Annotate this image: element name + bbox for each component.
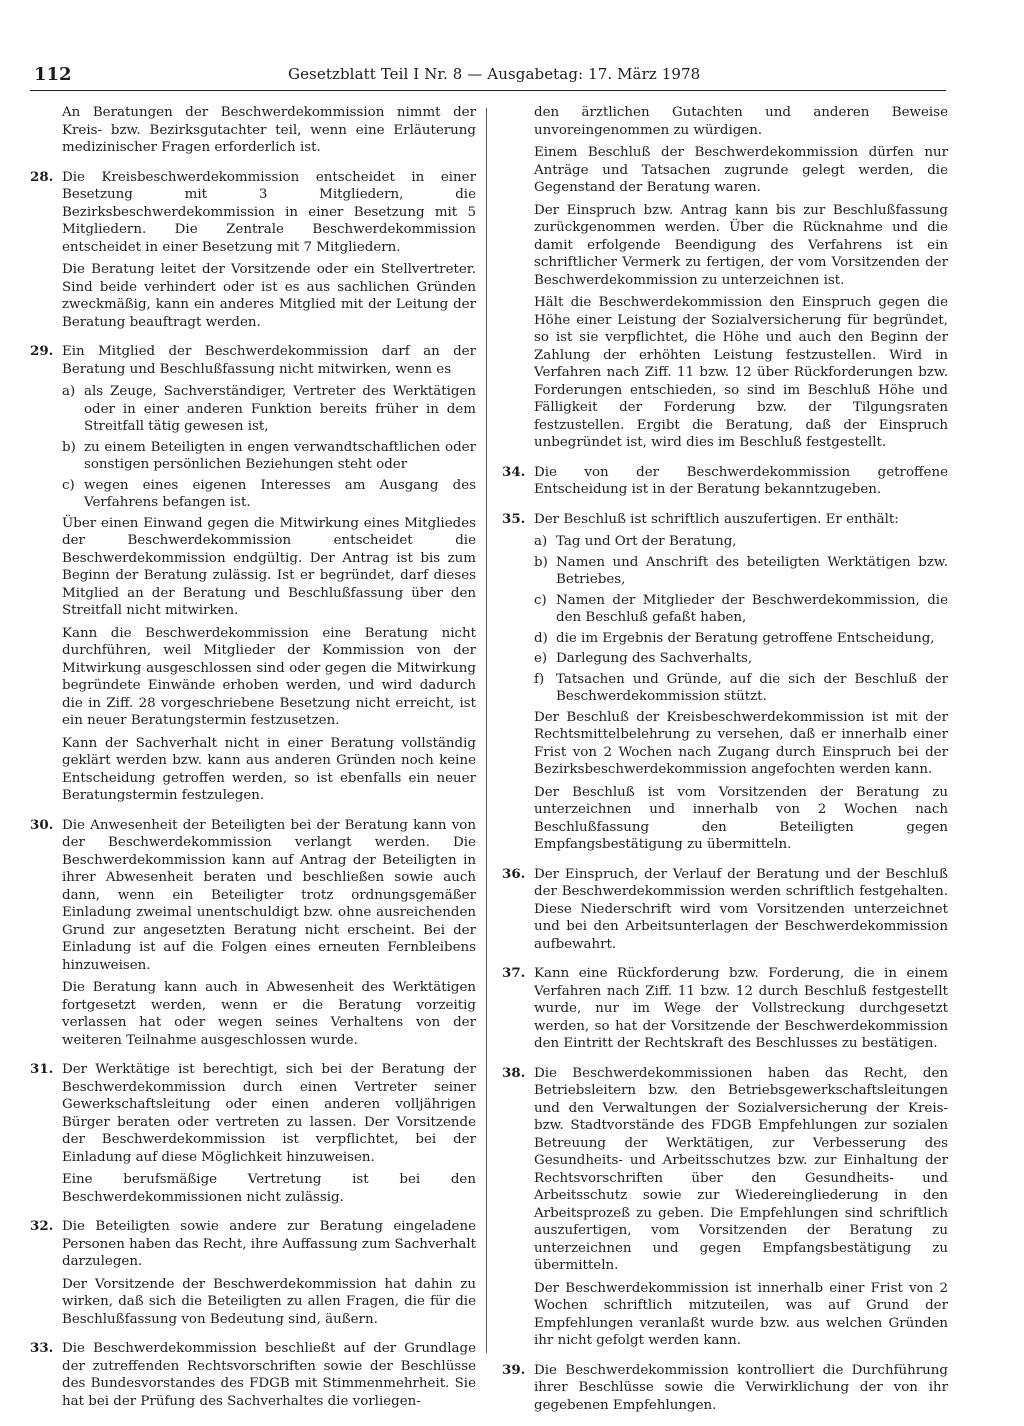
- list-label: a): [534, 534, 548, 549]
- section-number: 30.: [30, 816, 54, 833]
- section-number: 38.: [502, 1064, 526, 1081]
- intro-paragraph: An Beratungen der Beschwerdekommission nimmt der Kreis- bzw. Bezirksgutachter teil, wenn eine Erläuterung medizinischer Fragen erforderlich ist.: [62, 105, 476, 155]
- list-item: [62, 477, 476, 512]
- column-divider: [486, 108, 487, 1353]
- paragraph: Die Kreisbeschwerdekommission entscheidet in einer Besetzung mit 3 Mitgliedern, die Bezirksbeschwerdekommission in einer Besetzung mit 5 Mitgliedern. Die Zentrale Beschwerdekommission entscheidet in einer Besetzung mit 7 Mitgliedern.: [62, 169, 476, 255]
- paragraph: Hält die Beschwerdekommission den Einspruch gegen die Höhe einer Leistung der Sozialversicherung für begründet, so ist sie verpflichtet, die Höhe und auch den Beginn der Zahlung der erhöhten Leistung festzustellen. Wird in Verfahren nach Ziff. 11 bzw. 12 über Rückforderungen bzw. Forderungen entschieden, so sind im Beschluß Höhe und Fälligkeit der Forderung bzw. der Tilgungsraten festzustellen. Ergibt die Beratung, daß der Einspruch unbegründet ist, wird dies im Beschluß festgestellt.: [534, 295, 948, 450]
- section-33: [30, 1340, 476, 1410]
- section-33-continued: [502, 104, 948, 452]
- list-item: [534, 650, 948, 668]
- list-item: [62, 383, 476, 436]
- paragraph: Kann die Beschwerdekommission eine Beratung nicht durchführen, weil Mitglieder der Kommission von der Mitwirkung ausgeschlossen sind oder gegen die Mitwirkung begründete Einwände erhoben werden, und wird dadurch die in Ziff. 28 vorgeschriebene Besetzung nicht erreicht, ist ein neuer Beratungstermin festzusetzen.: [62, 625, 476, 728]
- section-31: [30, 1061, 476, 1206]
- section-number: 31.: [30, 1061, 54, 1077]
- section-number: 32.: [30, 1218, 54, 1234]
- paragraph: Der Einspruch, der Verlauf der Beratung und der Beschluß der Beschwerdekommission werden schriftlich festgehalten. Diese Niederschrift wird vom Vorsitzenden unterzeichnet und bei den Arbeitsunterlagen der Beschwerdekommission aufbewahrt.: [534, 866, 948, 952]
- list-text: Darlegung des Sachverhalts,: [556, 651, 753, 666]
- section-38: [502, 1065, 948, 1350]
- section-number: 29.: [30, 343, 54, 359]
- list-item: [534, 592, 948, 627]
- section-36: [502, 866, 948, 954]
- section-number: 39.: [502, 1361, 526, 1378]
- paragraph: Die Beschwerdekommissionen haben das Recht, den Betriebsleitern bzw. den Betriebsgewerkschaftsleitungen und den Verwaltungen der Sozialversicherung der Kreis- bzw. Stadtvorstände des FDGB Empfehlungen zur sozialen Betreuung der Werktätigen, zur Verbesserung des Gesundheits- und Arbeitsschutzes bzw. zur Einhaltung der Rechtsvorschriften über den Gesundheits- und Arbeitsschutz sowie zur Wiedereingliederung in den Arbeitsprozeß zu geben. Die Empfehlungen sind schriftlich auszufertigen, vom Vorsitzenden der Beratung zu unterzeichnen und gegen Empfangsbestätigung zu übermitteln.: [534, 1065, 948, 1273]
- paragraph: Die Beteiligten sowie andere zur Beratung eingeladene Personen haben das Recht, ihre Auffassung zum Sachverhalt darzulegen.: [62, 1219, 476, 1269]
- paragraph: Einem Beschluß der Beschwerdekommission dürfen nur Anträge und Tatsachen zugrunde gelegt werden, die Gegenstand der Beratung waren.: [534, 145, 948, 195]
- paragraph: Über einen Einwand gegen die Mitwirkung eines Mitgliedes der Beschwerdekommission entscheidet die Beschwerdekommission endgültig. Der Antrag ist bis zum Beginn der Beratung zulässig. Ist er begründet, darf dieses Mitglied an der Beratung und Beschlußfassung über den Streitfall nicht mitwirken.: [62, 515, 476, 618]
- list-text: die im Ergebnis der Beratung getroffene Entscheidung,: [556, 630, 935, 646]
- paragraph: Der Vorsitzende der Beschwerdekommission hat dahin zu wirken, daß sich die Beteiligten zu allen Fragen, die für die Beschlußfassung von Bedeutung sind, äußern.: [62, 1276, 476, 1327]
- list-label: b): [62, 439, 76, 455]
- list-text: Namen und Anschrift des beteiligten Werktätigen bzw. Betriebes,: [556, 554, 948, 587]
- list-item: [534, 671, 948, 706]
- list-item: [534, 533, 948, 551]
- paragraph: Die Anwesenheit der Beteiligten bei der Beratung kann von der Beschwerdekommission verlangt werden. Die Beschwerdekommission kann auf Antrag der Beteiligten in ihrer Abwesenheit beraten und beschließen sowie auch dann, wenn ein Beteiligter trotz ordnungsgemäßer Einladung zweimal unentschuldigt bzw. ohne ausreichenden Grund zur angesetzten Beratung nicht erscheint. Bei der Einladung ist auf die Folgen eines erneuten Fernbleibens hinzuweisen.: [62, 817, 476, 973]
- paragraph: Der Beschwerdekommission ist innerhalb einer Frist von 2 Wochen schriftlich mitzuteilen, was auf Grund der Empfehlungen veranlaßt wurde bzw. aus welchen Gründen ihr nicht gefolgt werden kann.: [534, 1280, 948, 1348]
- section-number: 36.: [502, 865, 526, 882]
- list-item: [534, 554, 948, 589]
- list-label: e): [534, 651, 548, 666]
- list-label: d): [534, 630, 548, 646]
- paragraph: Kann der Sachverhalt nicht in einer Beratung vollständig geklärt werden bzw. kann aus anderen Gründen noch keine Entscheidung getroffen werden, so ist ebenfalls ein neuer Beratungstermin festzulegen.: [62, 735, 476, 803]
- list-label: f): [534, 671, 545, 687]
- paragraph: Die Beschwerdekommission kontrolliert die Durchführung ihrer Beschlüsse sowie die Verwirklichung der von ihr gegebenen Empfehlungen.: [534, 1362, 948, 1413]
- list-item: [534, 630, 948, 648]
- section-32: [30, 1218, 476, 1328]
- paragraph: Der Beschluß der Kreisbeschwerdekommission ist mit der Rechtsmittelbelehrung zu versehen, daß er innerhalb einer Frist von 2 Wochen nach Zugang durch Einspruch bei der Bezirksbeschwerdekommission angefochten werden kann.: [534, 709, 948, 777]
- section-39: [502, 1362, 948, 1415]
- paragraph: Kann eine Rückforderung bzw. Forderung, die in einem Verfahren nach Ziff. 11 bzw. 12 durch Beschluß festgestellt wurde, nur im Wege der Vollstreckung durchgesetzt werden, so hat der Vorsitzende der Beschwerdekommission den Eintritt der Rechtskraft des Beschlusses zu bestätigen.: [534, 966, 948, 1051]
- list-text: zu einem Beteiligten in engen verwandtschaftlichen oder sonstigen persönlichen Beziehungen steht oder: [84, 439, 476, 472]
- section-37: [502, 965, 948, 1053]
- list-text: Tatsachen und Gründe, auf die sich der Beschluß der Beschwerdekommission stützt.: [556, 671, 948, 704]
- section-number: 33.: [30, 1340, 54, 1356]
- paragraph: den ärztlichen Gutachten und anderen Beweise unvoreingenommen zu würdigen.: [534, 105, 948, 138]
- paragraph: Der Beschluß ist schriftlich auszufertigen. Er enthält:: [534, 511, 899, 527]
- section-number: 28.: [30, 168, 54, 185]
- section-number: 35.: [502, 510, 526, 527]
- paragraph: Die von der Beschwerdekommission getroffene Entscheidung ist in der Beratung bekanntzugeben.: [534, 464, 948, 497]
- list-text: Namen der Mitglieder der Beschwerdekommission, die den Beschluß gefaßt haben,: [556, 592, 948, 625]
- list-label: c): [534, 592, 547, 608]
- paragraph: Die Beratung kann auch in Abwesenheit des Werktätigen fortgesetzt werden, wenn er die Beratung vorzeitig verlassen hat oder wegen seines Verhaltens von der weiteren Teilnahme ausgeschlossen wurde.: [62, 980, 476, 1048]
- paragraph: Eine berufsmäßige Vertretung ist bei den Beschwerdekommissionen nicht zulässig.: [62, 1172, 476, 1205]
- page-number: 112: [34, 64, 72, 85]
- list-label: c): [62, 477, 75, 493]
- paragraph: Die Beratung leitet der Vorsitzende oder ein Stellvertreter. Sind beide verhindert oder ist es aus sachlichen Gründen zweckmäßig, kann ein anderes Mitglied mit der Leitung der Beratung beauftragt werden.: [62, 262, 476, 330]
- paragraph: Der Werktätige ist berechtigt, sich bei der Beratung der Beschwerdekommission durch einen Vertreter seiner Gewerkschaftsleitung oder einen anderen volljährigen Bürger beraten oder vertreten zu lassen. Der Vorsitzende der Beschwerdekommission ist verpflichtet, bei der Einladung auf diese Möglichkeit hinzuweisen.: [62, 1062, 476, 1165]
- left-column: [30, 104, 476, 1422]
- section-34: [502, 464, 948, 499]
- list-text: Tag und Ort der Beratung,: [556, 534, 737, 549]
- section-number: 34.: [502, 463, 526, 480]
- right-column: [502, 104, 948, 1426]
- list-item: [62, 439, 476, 474]
- list-text: wegen eines eigenen Interesses am Ausgang des Verfahrens befangen ist.: [84, 477, 476, 510]
- section-29: [30, 343, 476, 805]
- list-text: als Zeuge, Sachverständiger, Vertreter des Werktätigen oder in einer anderen Funktion bereits früher in dem Streitfall tätig gewesen ist,: [84, 384, 476, 434]
- section-28: [30, 169, 476, 332]
- paragraph: Der Beschluß ist vom Vorsitzenden der Beratung zu unterzeichnen und innerhalb von 2 Wochen nach Beschlußfassung den Beteiligten gegen Empfangsbestätigung zu übermitteln.: [534, 784, 948, 852]
- paragraph: Ein Mitglied der Beschwerdekommission darf an der Beratung und Beschlußfassung nicht mitwirken, wenn es: [62, 344, 476, 377]
- header-title: Gesetzblatt Teil I Nr. 8 — Ausgabetag: 17. März 1978: [288, 65, 701, 83]
- section-number: 37.: [502, 965, 526, 981]
- paragraph: Die Beschwerdekommission beschließt auf der Grundlage der zutreffenden Rechtsvorschriften sowie der Beschlüsse des Bundesvorstandes des FDGB mit Stimmenmehrheit. Sie hat bei der Prüfung des Sachverhaltes die vorliegen-: [62, 1341, 476, 1409]
- list-label: b): [534, 554, 548, 570]
- list-label: a): [62, 384, 76, 399]
- page-header: [30, 62, 946, 91]
- paragraph: Der Einspruch bzw. Antrag kann bis zur Beschlußfassung zurückgenommen werden. Über die Rücknahme und die damit erfolgende Beendigung des Verfahrens ist ein schriftlicher Vermerk zu fertigen, der vom Vorsitzenden der Beschwerdekommission zu unterzeichnen ist.: [534, 202, 948, 288]
- section-35: [502, 511, 948, 854]
- section-30: [30, 817, 476, 1050]
